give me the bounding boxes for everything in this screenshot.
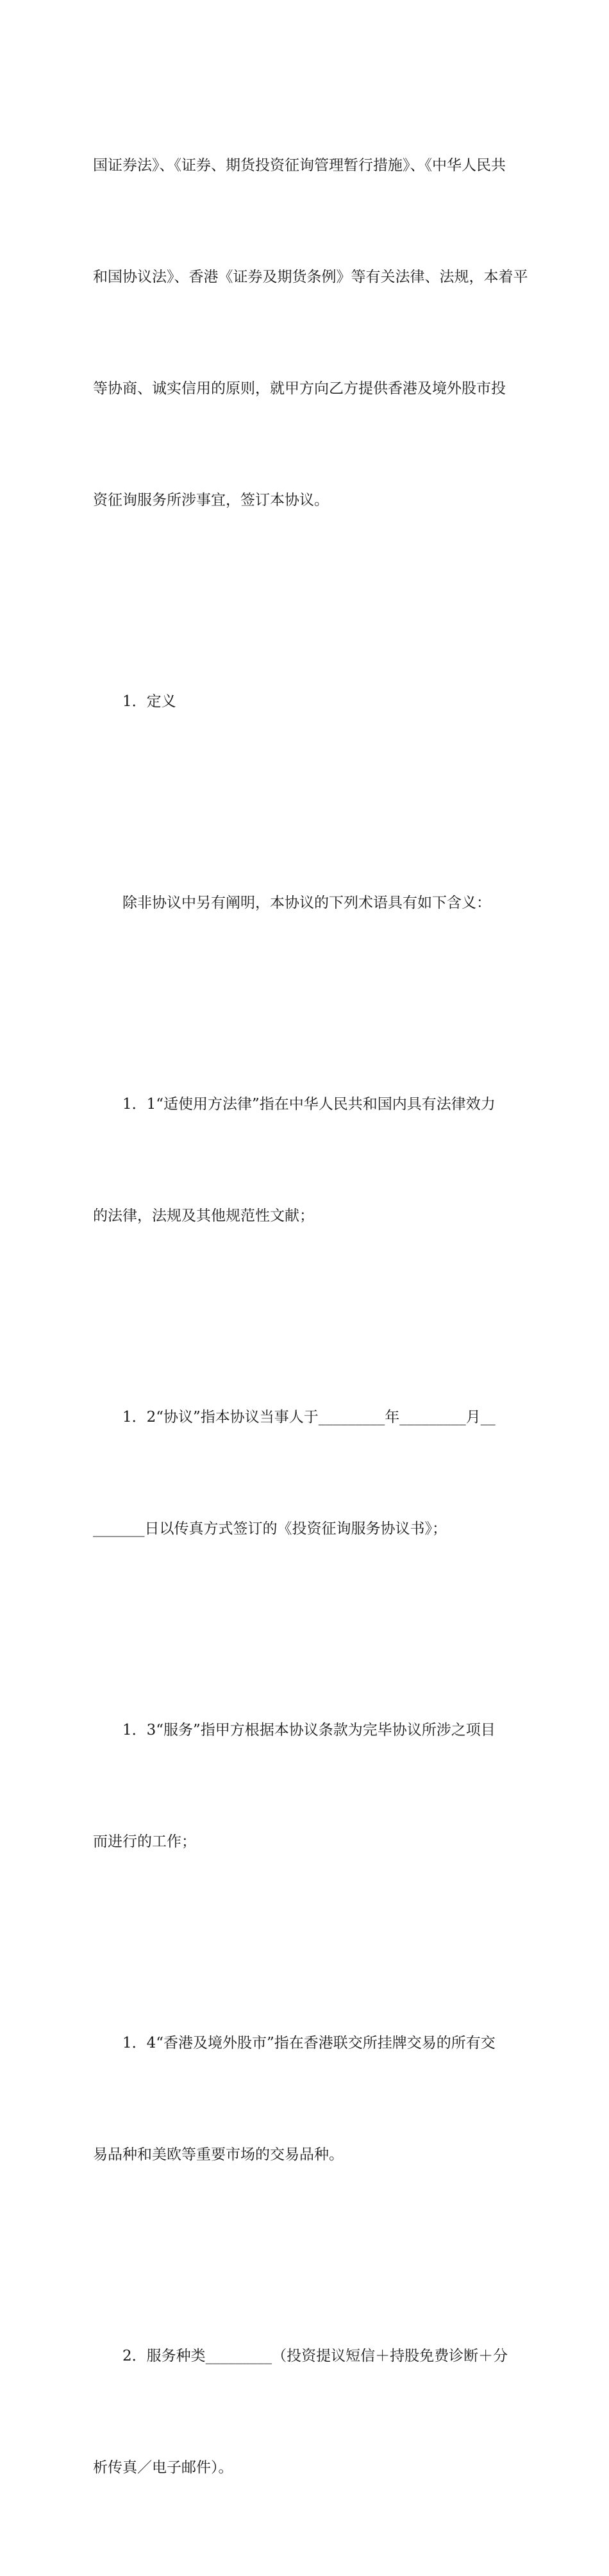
text-line: 资征询服务所涉事宜，签订本协议。 (93, 492, 329, 509)
text-line: 2．服务种类_________（投资提议短信＋持股免费诊断＋分 (122, 2348, 508, 2364)
text-line: 国证券法》、《证券、期货投资征询管理暂行措施》、《中华人民共 (93, 157, 506, 174)
definition-1-1 (93, 1011, 521, 1309)
text-line: 1．4“香港及境外股市”指在香港联交所挂牌交易的所有交 (122, 2035, 496, 2051)
text-line: 析传真／电子邮件）。 (93, 2459, 233, 2476)
definitions-lead-paragraph (93, 810, 521, 996)
document-body (93, 72, 528, 2576)
text-line: 的法律，法规及其他规范性文献； (93, 1208, 314, 1224)
text-line: 除非协议中另有阐明，本协议的下列术语具有如下含义： (122, 895, 491, 911)
text-line: 1．3“服务”指甲方根据本协议条款为完毕协议所涉之项目 (122, 1722, 496, 1738)
text-line: 等协商、诚实信用的原则，就甲方向乙方提供香港及境外股市投 (93, 380, 506, 397)
text-line: 1．定义 (122, 693, 176, 710)
text-line: 易品种和美欧等重要市场的交易品种。 (93, 2146, 344, 2163)
text-line: 而进行的工作； (93, 1833, 196, 1850)
text-line: _______日以传真方式签订的《投资征询服务协议书》； (93, 1520, 447, 1537)
definition-1-3 (93, 1637, 521, 1935)
section-1-heading (93, 609, 521, 795)
definition-1-2 (93, 1324, 521, 1622)
definition-1-4 (93, 1950, 521, 2248)
section-2-service-types (93, 2263, 521, 2561)
text-line: 1．2“协议”指本协议当事人于_________年_________月__ (122, 1409, 496, 1426)
text-line: 和国协议法》、香港《证券及期货条例》等有关法律、法规，本着平 (93, 269, 528, 285)
text-line: 1．1“适使用方法律”指在中华人民共和国内具有法律效力 (122, 1096, 496, 1113)
intro-paragraph (93, 72, 528, 593)
